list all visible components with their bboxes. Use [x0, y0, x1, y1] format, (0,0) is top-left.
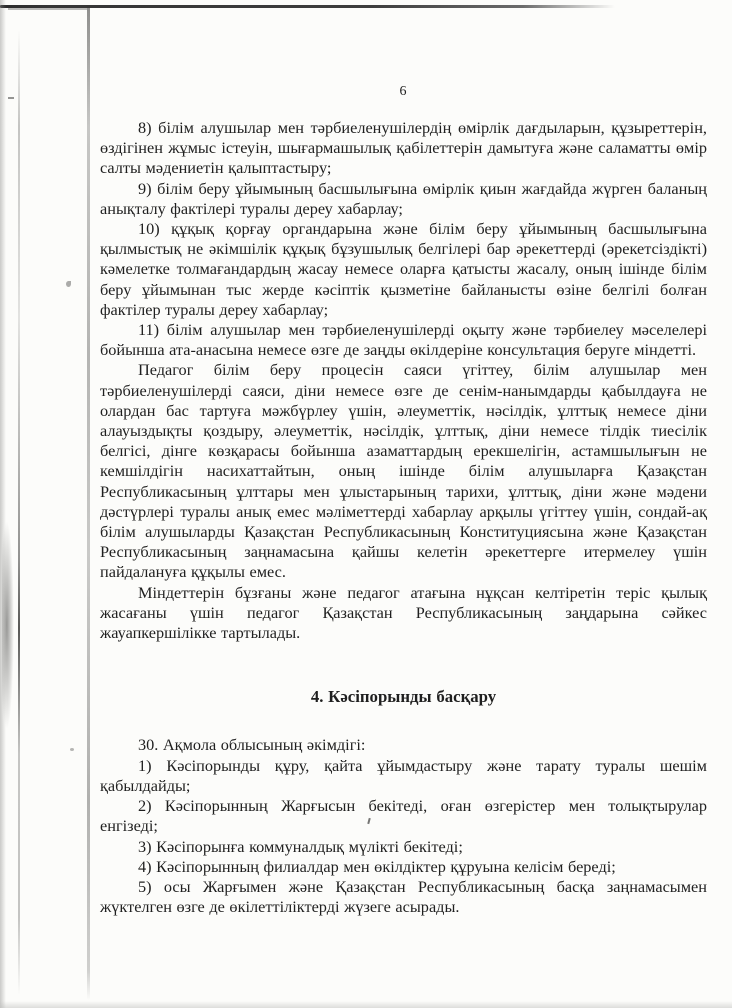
paragraph-subpoint-5: 5) осы Жарғымен және Қазақстан Республикасының басқа заңнамасымен жүктелген өзге де өкілеттіліктерді жүзеге асырады.	[100, 876, 707, 917]
scan-top-edge-artifact	[0, 5, 615, 8]
paragraph-subpoint-2: 2) Кәсіпорынның Жарғысын бекітеді, оған өзгерістер мен толықтырулар енгізеді;	[100, 796, 707, 836]
paragraph-item-11: 11) білім алушылар мен тәрбиеленушілерді оқыту және тәрбиелеу мәселелері бойынша ата-анасына немесе өзге де заңды өкілдеріне консультация беруге міндетті.	[100, 320, 707, 360]
scan-speck-artifact	[8, 97, 14, 99]
paragraph-subpoint-3: 3) Кәсіпорынға коммуналдық мүлікті бекітеді;	[138, 836, 463, 856]
scan-top-left-artifact	[8, 8, 88, 10]
paragraph-subpoint-4: 4) Кәсіпорынның филиалдар мен өкілдіктер құруына келісім береді;	[138, 856, 616, 876]
page-fold-line-artifact	[87, 8, 90, 1000]
paragraph-point-30: 30. Ақмола облысының әкімдігі:	[138, 735, 366, 755]
scan-speck-artifact	[70, 748, 74, 751]
paragraph-duties: Міндеттерін бұзғаны және педагог атағына нұқсан келтіретін теріс қылық жасағаны үшін педагог Қазақстан Республикасының заңдарына сәйкес жауапкершілікке тартылады.	[100, 582, 707, 643]
paragraph-item-8: 8) білім алушылар мен тәрбиеленушілердің өмірлік дағдыларын, құзыреттерін, өздігінен жұмыс істеуін, шығармашылық қабілеттерін дамытуға және саламатты өмір салты мәдениетін қалыптастыру;	[100, 118, 707, 178]
paragraph-pedagog: Педагог білім беру процесін саяси үгіттеу, білім алушылар мен тәрбиеленушілерді саяси, діни немесе өзге де сенім-нанымдарды қабылдауға не олардан бас тартуға мәжбүрлеу үшін, әлеуметтік, нәсілдік, ұлттық немесе діни алауыздықты қоздыру, әлеуметтік, нәсілдік, ұлттық, діни немесе тілдік тиесілік белгісі, дінге көзқарасы бойынша азаматтардың ерекшелігін, астамшылығын не кемшілдігін насихаттайтын, оның ішінде білім алушыларға Қазақстан Республикасының ұлттары мен ұлыстарының тарихи, ұлттық, діни және мәдени дәстүрлері туралы анық емес мәліметтерді хабарлау арқылы үгіттеу үшін, сондай-ақ білім алушыларды Қазақстан Республикасының Конституциясына және Қазақстан Республикасының заңнамасына қайшы келетін әрекеттерге итермелеу үшін пайдалануға құқылы емес.	[100, 360, 707, 582]
document-body	[100, 118, 707, 917]
scan-smudge-artifact	[2, 520, 14, 730]
section-4-body	[100, 735, 707, 917]
paragraph-item-10: 10) құқық қорғау органдарына және білім беру ұйымының басшылығына қылмыстық не әкімшілік құқық бұзушылық белгілері бар әрекеттерді (әрекетсіздікті) кәмелетке толмағандардың жасау немесе оларға қатысты жасалу, оның ішінде білім беру ұйымынан тыс жерде кәсіптік қызметіне байланысты өзіне белгілі болған фактілер туралы дереу хабарлау;	[100, 219, 707, 319]
paragraph-subpoint-1: 1) Кәсіпорынды құру, қайта ұйымдастыру және тарату туралы шешім қабылдайды;	[100, 755, 707, 795]
paragraph-item-9: 9) білім беру ұйымының басшылығына өмірлік қиын жағдайда жүрген баланың анықталу фактілері туралы дереу хабарлау;	[100, 178, 707, 218]
page-number: 6	[399, 84, 408, 99]
section-heading: 4. Кәсіпорынды басқару	[310, 687, 497, 707]
scan-left-shadow-artifact	[0, 0, 6, 1008]
scan-speck-artifact	[66, 281, 71, 287]
scan-left-line-artifact	[18, 30, 20, 995]
scan-bottom-edge-artifact	[0, 1001, 732, 1008]
